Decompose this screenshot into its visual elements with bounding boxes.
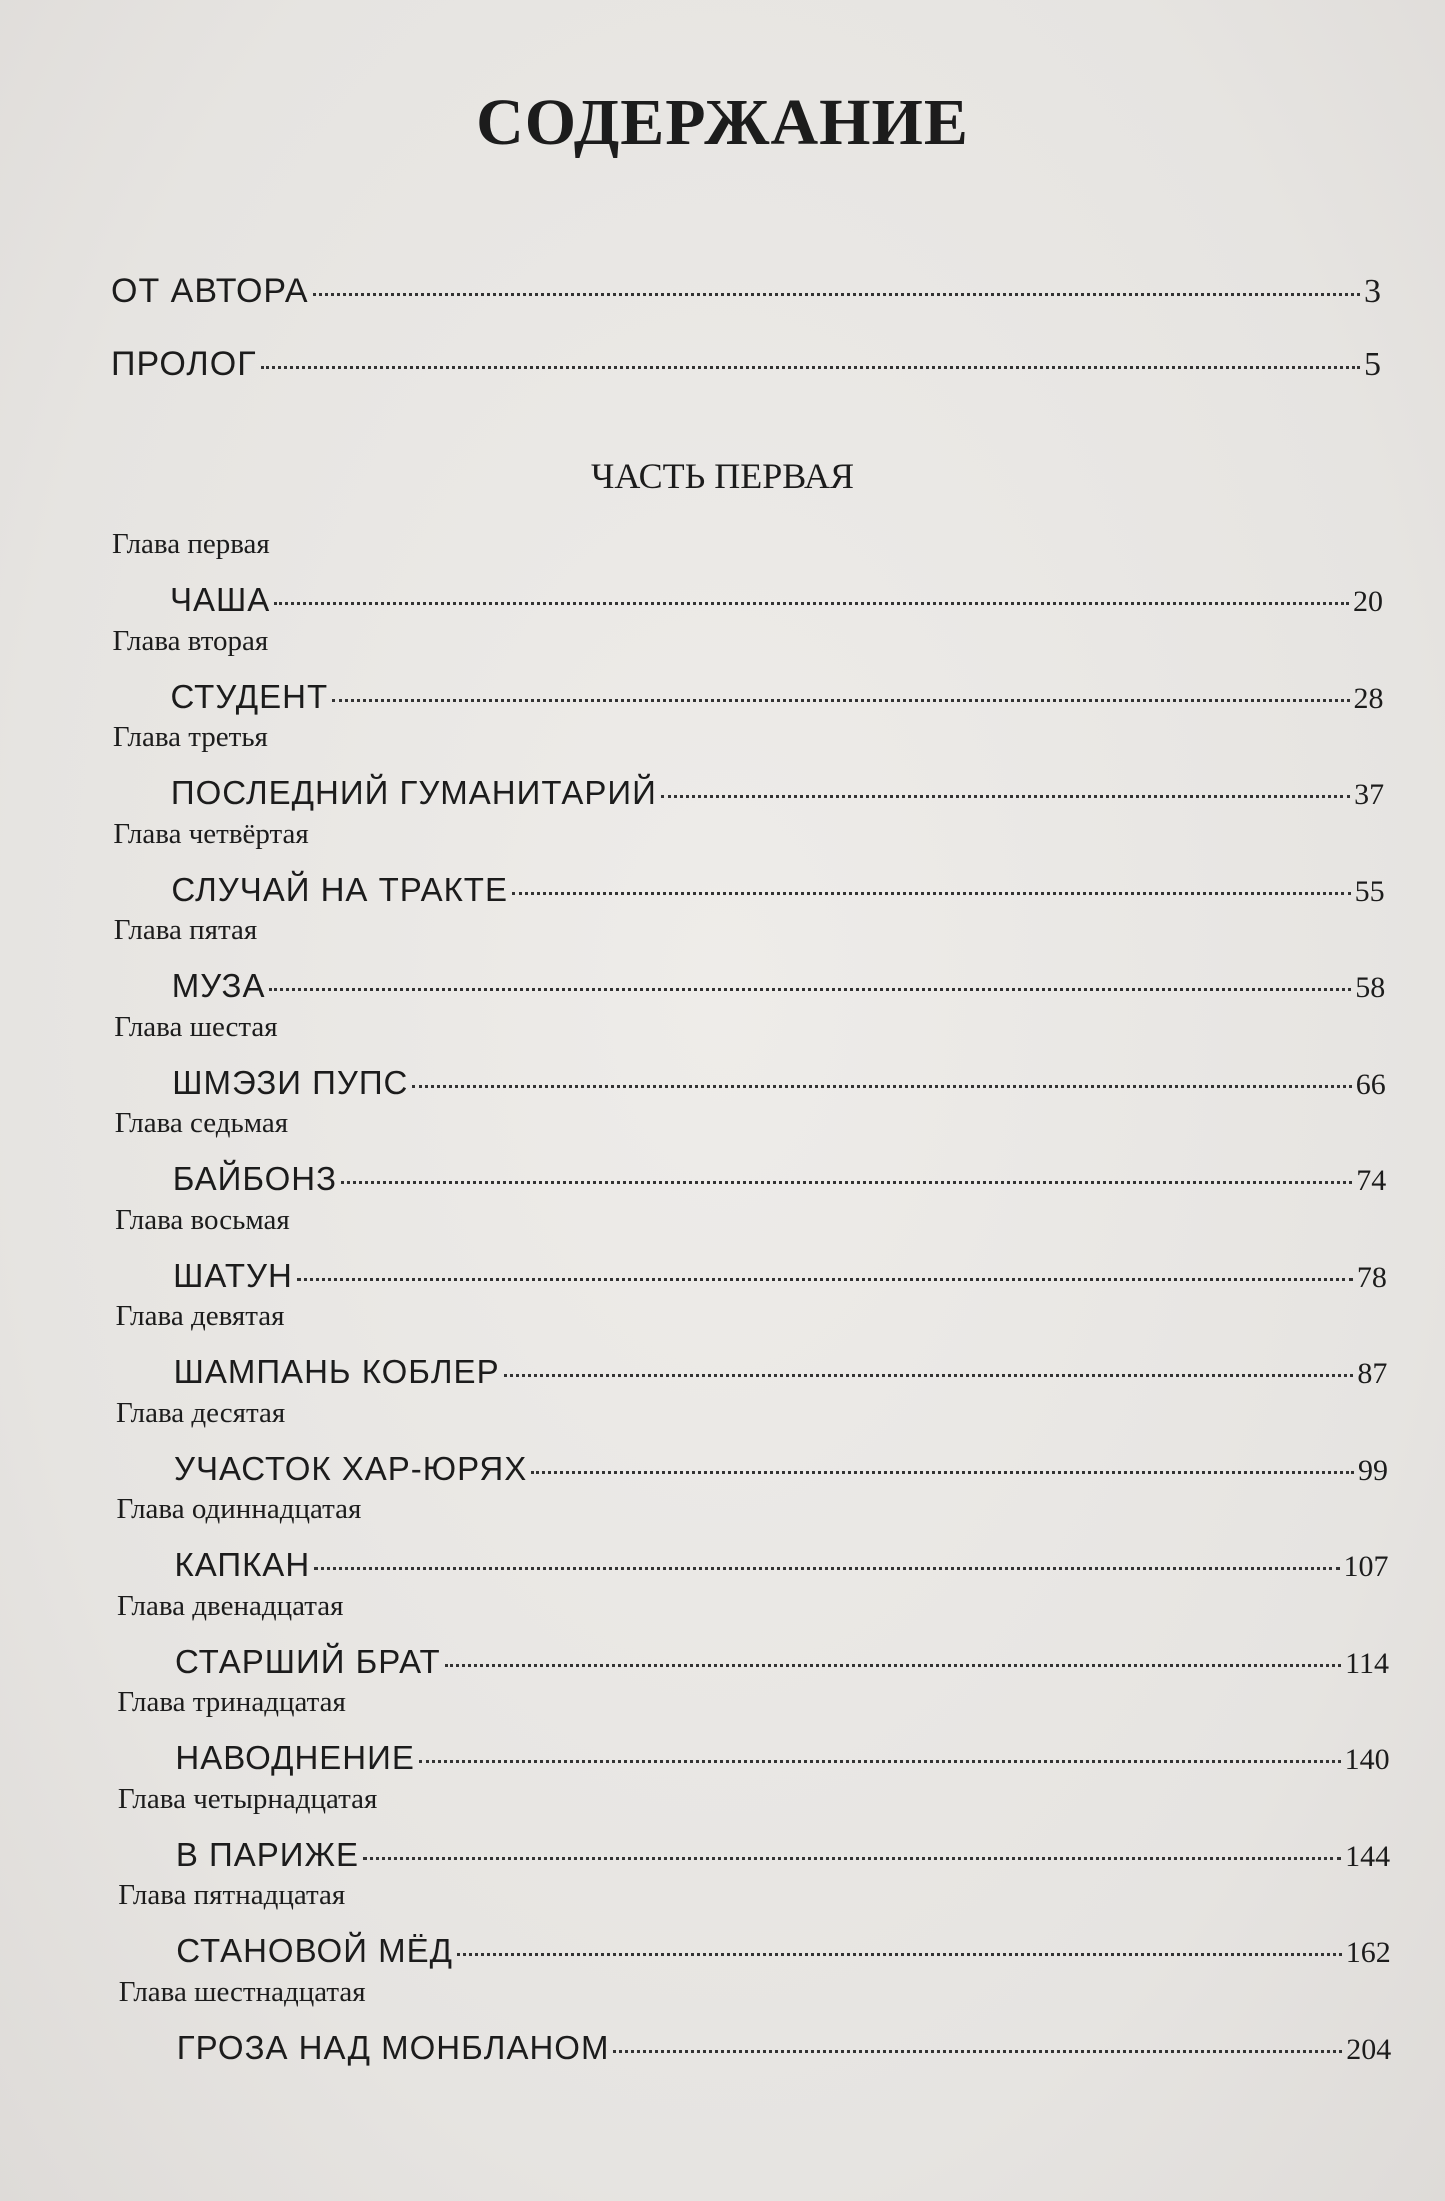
chapter-title: УЧАСТОК ХАР-ЮРЯХ [174, 1449, 528, 1487]
chapter-label: Глава пятая [113, 914, 258, 946]
chapter-title: СТАНОВОЙ МЁД [176, 1932, 453, 1969]
dot-leader [419, 1760, 1341, 1763]
chapter-title: МУЗА [171, 967, 266, 1004]
toc-page-number: 66 [1355, 1067, 1386, 1101]
toc-page-number: 204 [1346, 2032, 1392, 2066]
chapter-label: Глава десятая [116, 1396, 286, 1429]
toc-chapter-entry[interactable] [171, 871, 1384, 909]
dot-leader [297, 1278, 1353, 1281]
toc-entry-label: ПРОЛОГ [111, 345, 257, 383]
chapter-label: Глава одиннадцатая [116, 1493, 362, 1525]
chapter-title: СТАРШИЙ БРАТ [174, 1642, 441, 1680]
dot-leader [445, 1664, 1341, 1667]
toc-chapter-entry[interactable] [175, 1643, 1389, 1681]
toc-page-number: 107 [1343, 1550, 1389, 1583]
toc-entry-label: ОТ АВТОРА [111, 272, 309, 310]
toc-chapter-entry[interactable] [177, 2029, 1392, 2067]
dot-leader [363, 1857, 1341, 1860]
toc-page-number: 55 [1354, 874, 1385, 908]
toc-page-number: 140 [1344, 1743, 1390, 1776]
chapter-label: Глава шестнадцатая [118, 1975, 366, 2008]
chapter-label: Глава первая [112, 528, 270, 560]
toc-page-number: 87 [1357, 1357, 1388, 1390]
chapter-title: СТУДЕНТ [170, 677, 329, 715]
chapter-label: Глава третья [112, 721, 268, 753]
dot-leader [332, 699, 1349, 702]
toc-page-number: 5 [1364, 346, 1381, 383]
dot-leader [613, 2050, 1342, 2053]
toc-entry-prologue[interactable] [111, 345, 1381, 384]
toc-page-number: 28 [1353, 681, 1384, 715]
toc-chapter-entry[interactable] [174, 1353, 1388, 1391]
toc-page-number: 37 [1354, 778, 1385, 811]
toc-chapter-entry[interactable] [174, 1450, 1388, 1488]
toc-page-number: 74 [1356, 1164, 1387, 1197]
toc-chapter-entry[interactable] [173, 1257, 1387, 1295]
chapter-title: БАЙБОНЗ [172, 1160, 338, 1197]
toc-page-number: 20 [1353, 585, 1383, 618]
chapter-title: СЛУЧАЙ НА ТРАКТЕ [171, 870, 508, 908]
chapter-title: НАВОДНЕНИЕ [175, 1739, 415, 1776]
dot-leader [457, 1953, 1342, 1956]
dot-leader [314, 1567, 1339, 1570]
toc-page-number: 162 [1345, 1936, 1391, 1969]
toc-page-number: 114 [1345, 1646, 1390, 1680]
toc-page-number: 3 [1364, 273, 1381, 310]
dot-leader [274, 602, 1349, 605]
chapter-label: Глава четырнадцатая [117, 1782, 378, 1815]
chapter-label: Глава седьмая [114, 1107, 289, 1139]
toc-chapter-entry[interactable] [176, 1932, 1390, 1970]
part-heading: ЧАСТЬ ПЕРВАЯ [590, 456, 855, 496]
dot-leader [341, 1181, 1352, 1184]
chapter-title: В ПАРИЖЕ [175, 1835, 359, 1873]
dot-leader [531, 1471, 1354, 1474]
chapter-title: ШМЭЗИ ПУПС [172, 1063, 409, 1101]
toc-chapter-entry[interactable] [170, 581, 1383, 619]
chapter-title: ШАТУН [173, 1256, 293, 1294]
toc-chapter-entry[interactable] [171, 774, 1384, 812]
toc-page-number: 99 [1357, 1453, 1388, 1487]
toc-chapter-entry[interactable] [170, 678, 1383, 716]
toc-chapter-entry[interactable] [176, 1836, 1390, 1874]
dot-leader [512, 892, 1351, 895]
toc-chapter-entry[interactable] [175, 1739, 1389, 1777]
chapter-label: Глава тринадцатая [117, 1686, 346, 1718]
chapter-title: КАПКАН [174, 1546, 311, 1583]
chapter-title: ЧАША [170, 581, 271, 618]
chapter-title: ГРОЗА НАД МОНБЛАНОМ [176, 2028, 610, 2066]
toc-chapter-entry[interactable] [172, 1064, 1386, 1102]
chapter-title: ШАМПАНЬ КОБЛЕР [173, 1353, 500, 1390]
toc-chapter-entry[interactable] [175, 1546, 1389, 1584]
page-title: СОДЕРЖАНИЕ [476, 86, 969, 159]
chapter-label: Глава пятнадцатая [118, 1879, 346, 1911]
chapter-label: Глава восьмая [115, 1203, 290, 1236]
dot-leader [504, 1374, 1354, 1377]
chapter-label: Глава девятая [115, 1300, 285, 1332]
chapter-label: Глава двенадцатая [116, 1589, 344, 1622]
toc-entry-author[interactable] [111, 272, 1381, 311]
toc-page-number: 78 [1356, 1260, 1387, 1294]
toc-chapter-entry[interactable] [172, 967, 1385, 1005]
dot-leader [269, 988, 1351, 991]
toc-chapter-entry[interactable] [173, 1160, 1387, 1198]
dot-leader [412, 1085, 1351, 1088]
dot-leader [661, 795, 1350, 798]
chapter-title: ПОСЛЕДНИЙ ГУМАНИТАРИЙ [170, 774, 657, 811]
chapter-label: Глава шестая [114, 1010, 278, 1043]
chapter-label: Глава четвёртая [113, 817, 309, 850]
dot-leader [261, 366, 1360, 369]
toc-page-number: 144 [1345, 1839, 1391, 1873]
dot-leader [313, 293, 1360, 296]
toc-page-number: 58 [1355, 971, 1386, 1004]
chapter-label: Глава вторая [112, 624, 269, 657]
